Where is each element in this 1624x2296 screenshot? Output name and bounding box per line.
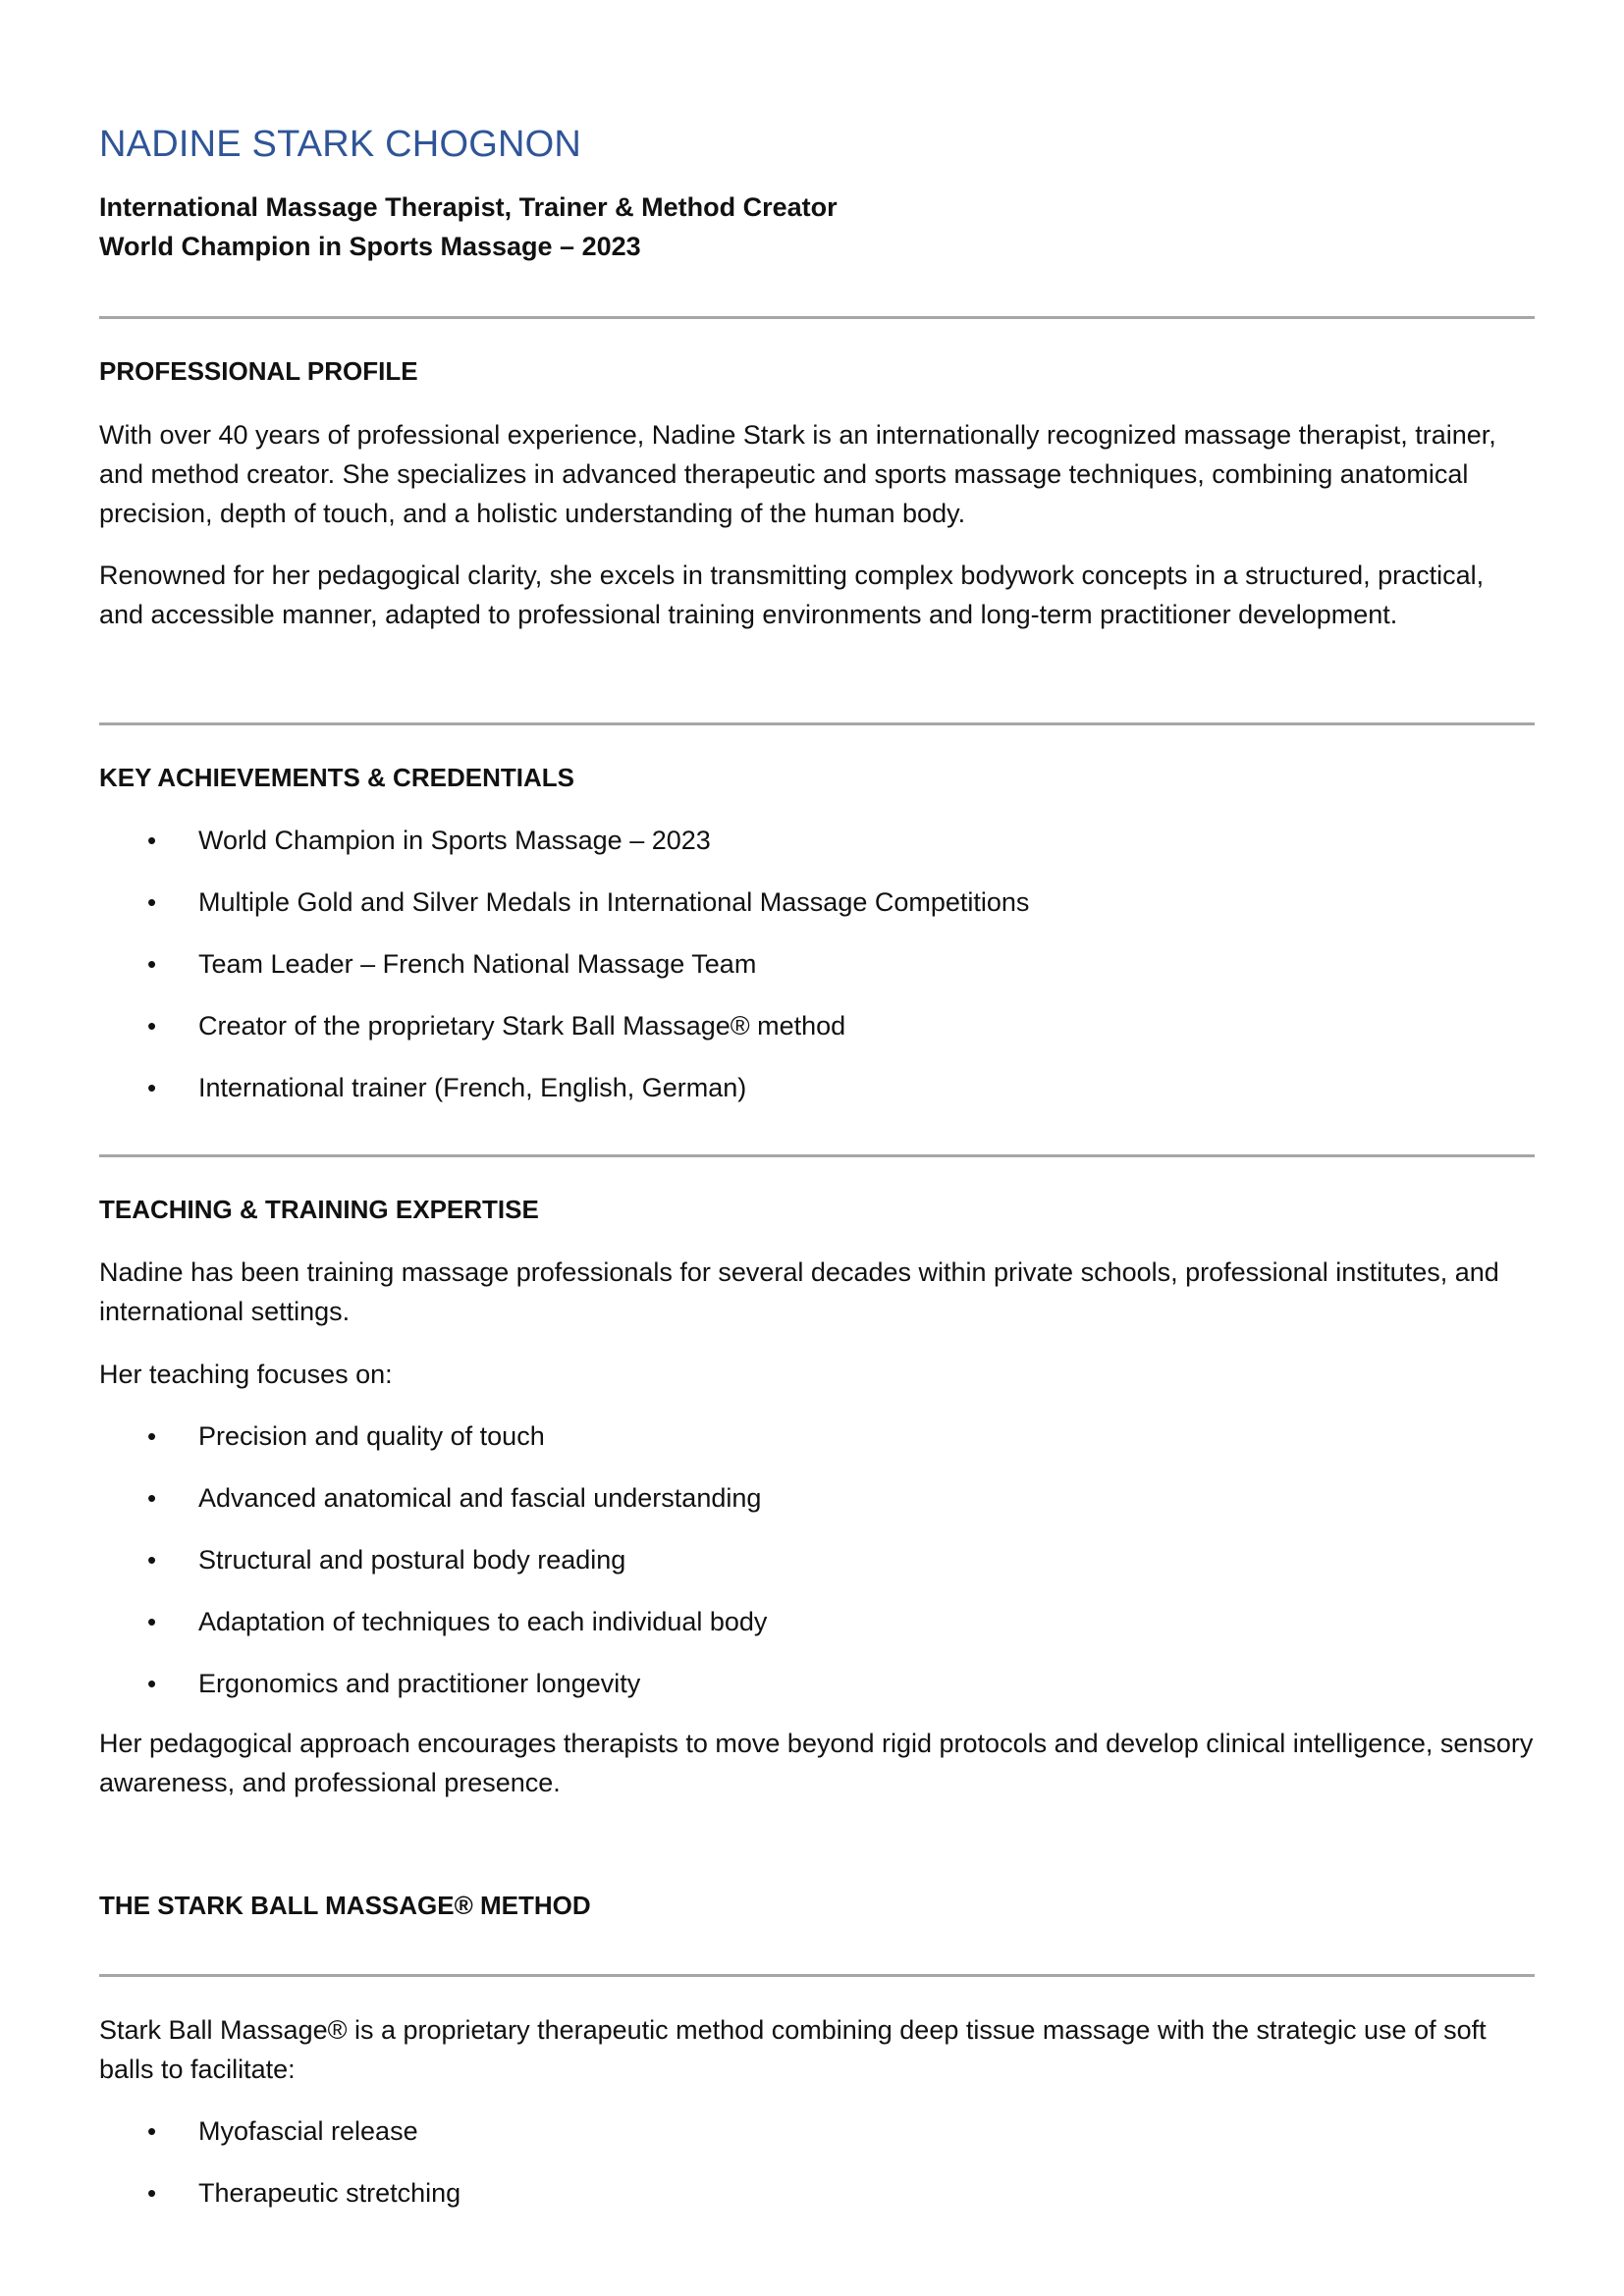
list-item-text: Ergonomics and practitioner longevity [198,1669,641,1698]
bullet-icon: • [147,1011,157,1041]
list-item-text: World Champion in Sports Massage – 2023 [198,826,711,855]
list-item-text: Myofascial release [198,2116,418,2146]
method-heading: THE STARK BALL MASSAGE® METHOD [99,1891,591,1920]
subtitle-award: World Champion in Sports Massage – 2023 [99,232,641,261]
bullet-icon: • [147,1073,157,1102]
bullet-icon: • [147,2178,157,2208]
person-name: NADINE STARK CHOGNON [99,124,582,165]
bullet-icon: • [147,949,157,979]
list-item-text: Adaptation of techniques to each individual body [198,1607,768,1636]
bullet-icon: • [147,1669,157,1698]
list-item-text: Advanced anatomical and fascial understanding [198,1483,762,1513]
bullet-icon: • [147,887,157,917]
bullet-icon: • [147,1607,157,1636]
achievements-heading: KEY ACHIEVEMENTS & CREDENTIALS [99,763,574,792]
list-item-text: International trainer (French, English, German) [198,1073,747,1102]
list-item-text: Precision and quality of touch [198,1421,545,1451]
bullet-icon: • [147,1421,157,1451]
teaching-focus-intro: Her teaching focuses on: [99,1360,393,1389]
bullet-icon: • [147,2116,157,2146]
profile-paragraph-2: Renowned for her pedagogical clarity, she excels in transmitting complex bodywork concepts in a structured, practical, and accessible manner, adapted to professional training environments and long-term practitioner development. [99,561,1485,629]
section-divider [99,1154,1535,1157]
bullet-icon: • [147,826,157,855]
bullet-icon: • [147,1545,157,1575]
list-item-text: Multiple Gold and Silver Medals in International Massage Competitions [198,887,1030,917]
subtitle-role: International Massage Therapist, Trainer & Method Creator [99,192,838,222]
teaching-heading: TEACHING & TRAINING EXPERTISE [99,1195,539,1224]
teaching-closing: Her pedagogical approach encourages therapists to move beyond rigid protocols and develop clinical intelligence, sensory awareness, and professional presence. [99,1729,1534,1797]
list-item-text: Therapeutic stretching [198,2178,461,2208]
teaching-intro: Nadine has been training massage professionals for several decades within private schools, professional institutes, and international settings. [99,1257,1499,1326]
list-item-text: Creator of the proprietary Stark Ball Massage® method [198,1011,846,1041]
section-divider [99,1974,1535,1977]
list-item-text: Team Leader – French National Massage Team [198,949,757,979]
bullet-icon: • [147,1483,157,1513]
profile-paragraph-1: With over 40 years of professional experience, Nadine Stark is an internationally recognized massage therapist, trainer, and method creator. She specializes in advanced therapeutic and sports massage techniques, combining anatomical precision, depth of touch, and a holistic understanding of the human body. [99,420,1496,528]
section-divider [99,722,1535,725]
profile-heading: PROFESSIONAL PROFILE [99,356,418,386]
method-intro: Stark Ball Massage® is a proprietary therapeutic method combining deep tissue massage with the strategic use of soft balls to facilitate: [99,2015,1487,2084]
section-divider [99,316,1535,319]
list-item-text: Structural and postural body reading [198,1545,626,1575]
